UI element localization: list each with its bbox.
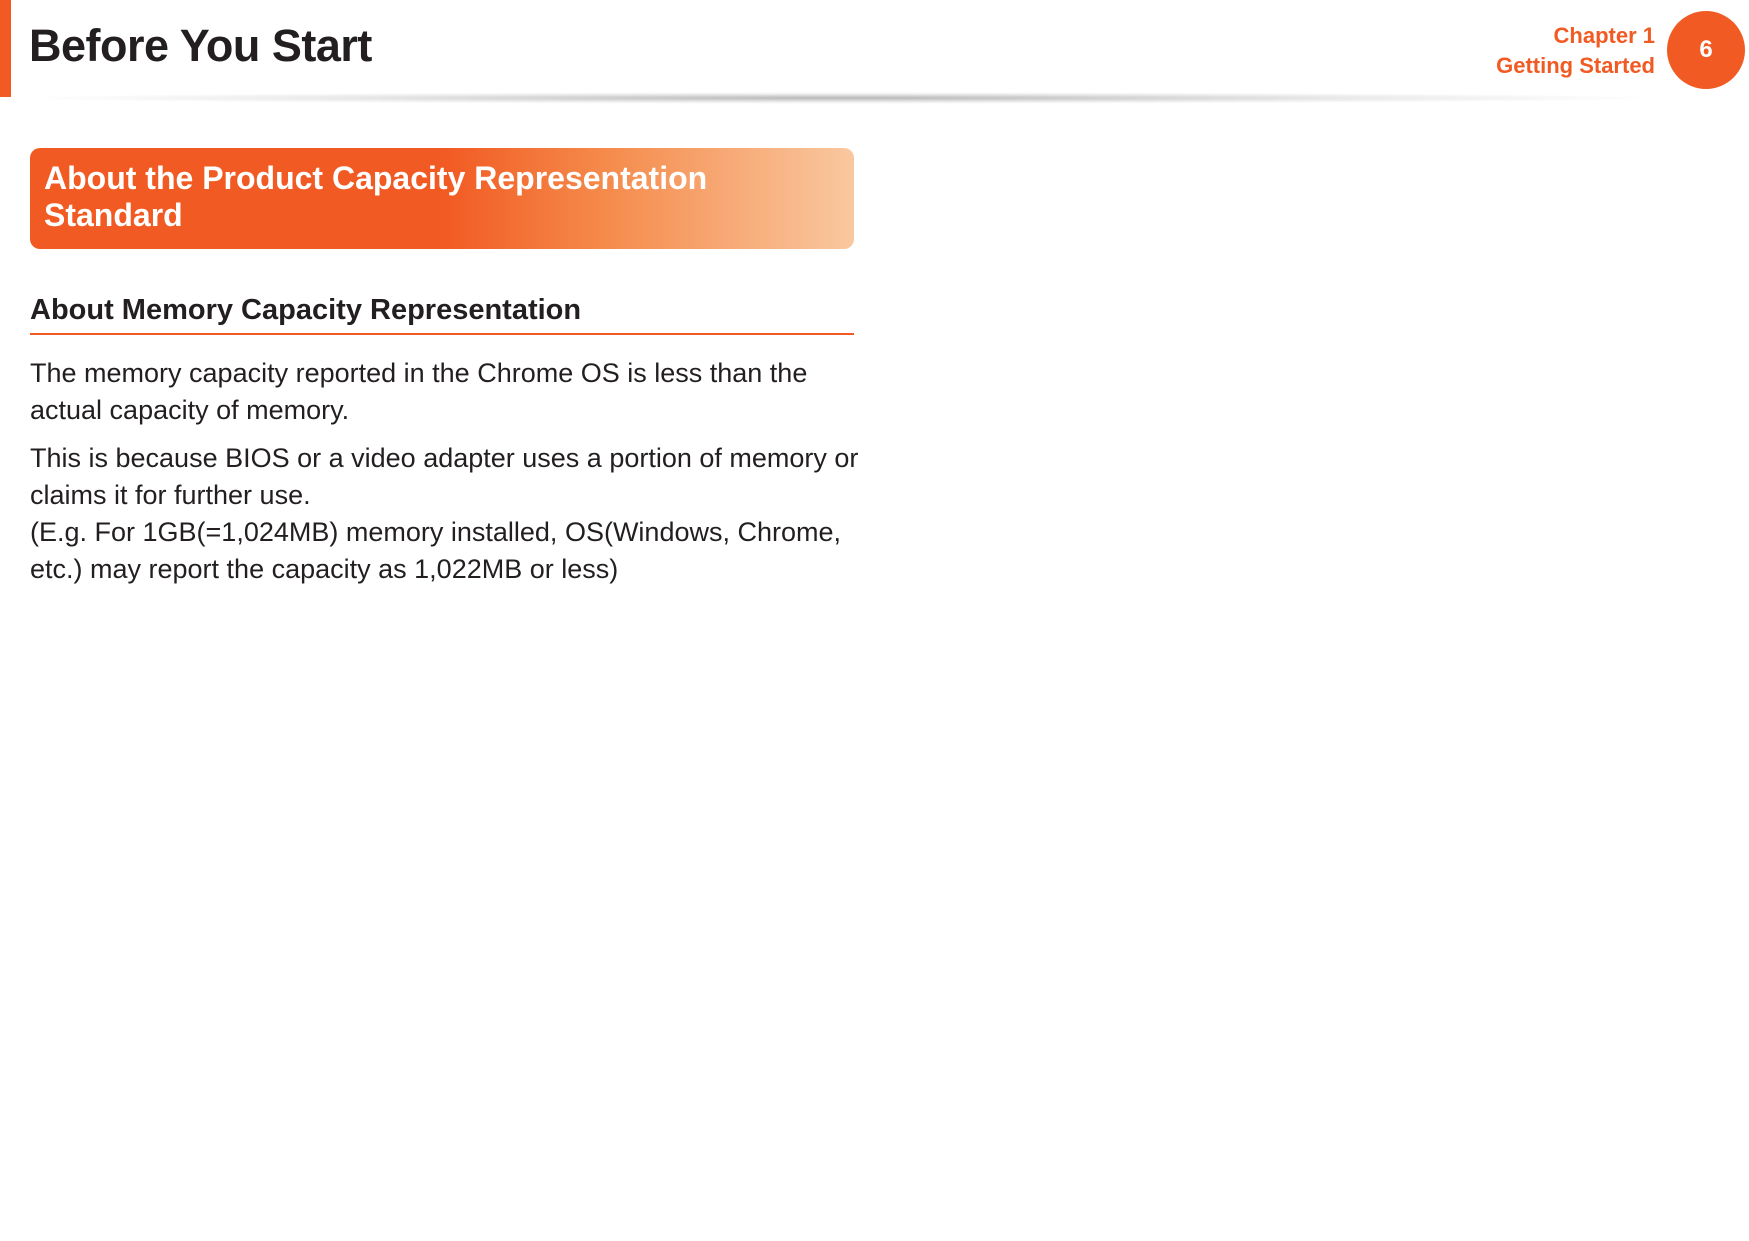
header-accent-bar <box>0 0 11 97</box>
header-divider <box>11 92 1671 104</box>
chapter-label: Chapter 1 <box>1553 23 1655 48</box>
section-banner <box>30 148 854 249</box>
section-banner-title: About the Product Capacity Representation Standard <box>44 160 708 233</box>
chapter-title: Getting Started <box>1496 53 1655 78</box>
page-number-badge: 6 <box>1667 11 1745 89</box>
body-paragraph: The memory capacity reported in the Chrome OS is less than the actual capacity of memory. <box>30 358 808 425</box>
body-paragraph-group <box>30 440 860 588</box>
subheading: About Memory Capacity Representation <box>30 294 854 335</box>
page-title: Before You Start <box>29 20 372 71</box>
body-example: (E.g. For 1GB(=1,024MB) memory installed, OS(Windows, Chrome, etc.) may report the capacity as 1,022MB or less) <box>30 517 842 584</box>
body-paragraph: This is because BIOS or a video adapter uses a portion of memory or claims it for further use. <box>30 443 859 510</box>
